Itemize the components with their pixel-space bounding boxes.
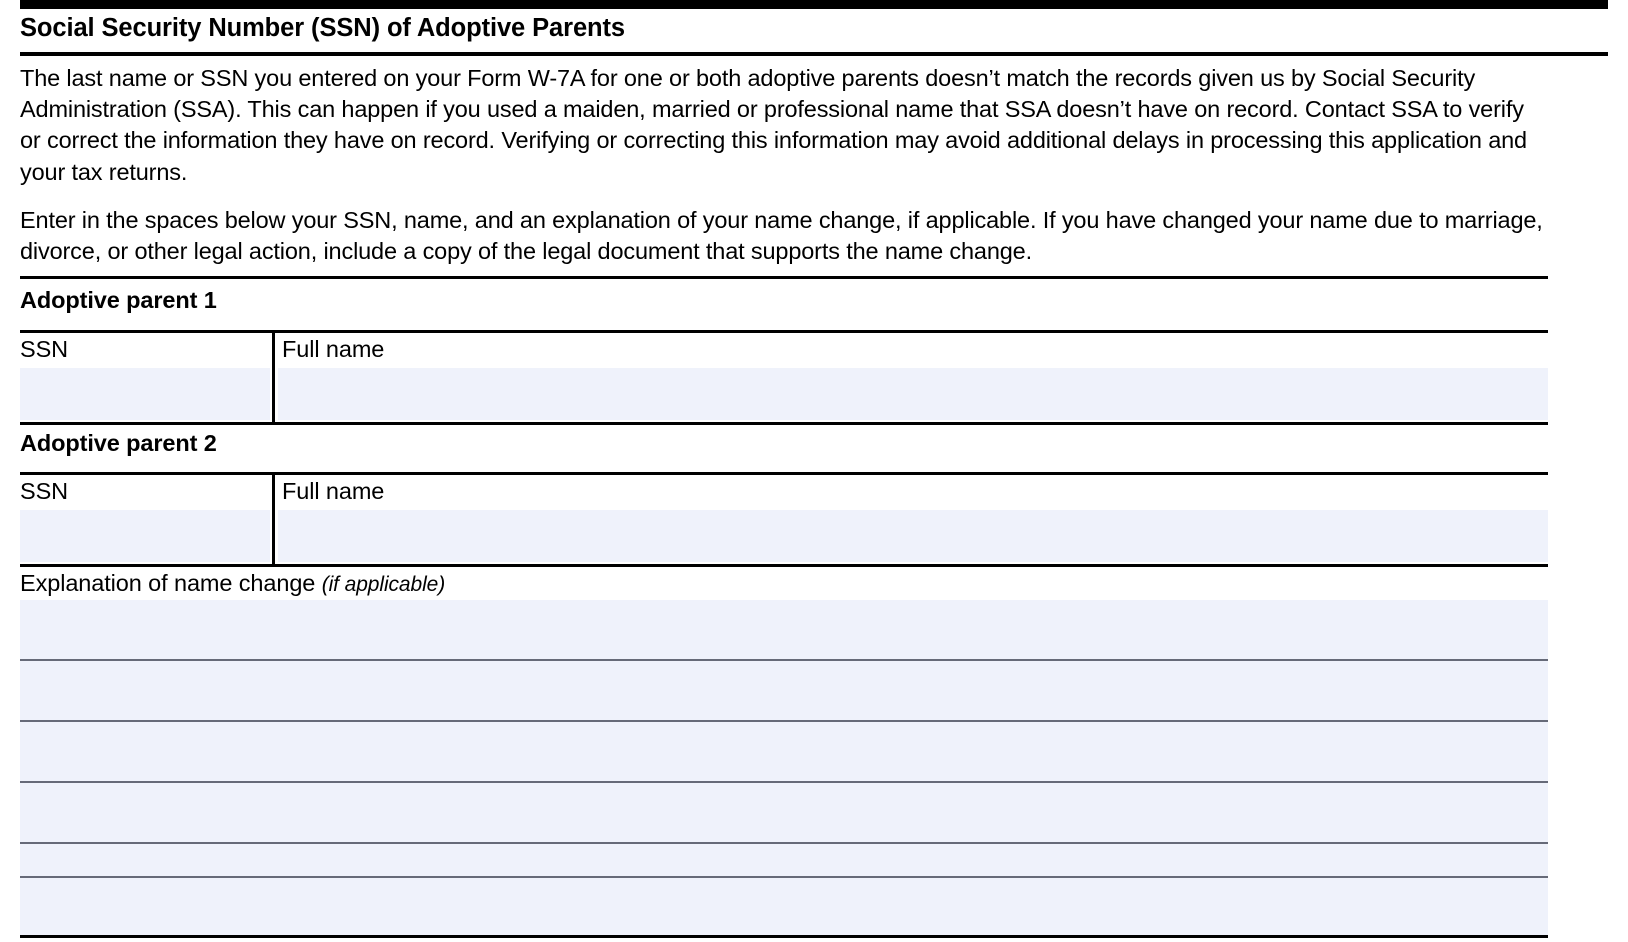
explanation-separator-5	[20, 876, 1548, 878]
label-fullname-parent-2: Full name	[282, 478, 385, 504]
input-ssn-parent-1[interactable]	[20, 368, 270, 420]
label-fullname-parent-1: Full name	[282, 336, 385, 362]
title-underline-rule	[20, 52, 1608, 56]
explanation-section-rule	[20, 564, 1548, 567]
input-fullname-parent-2[interactable]	[278, 510, 1548, 562]
bottom-rule	[20, 935, 1548, 938]
intro-paragraph-1: The last name or SSN you entered on your Form W-7A for one or both adoptive parents doesn’t match the records given us by Social Security Administration (SSA). This can happen if you used a maiden, married or professional name that SSA doesn’t have on record. Contact SSA to verify or correct the information they have on record. Verifying or correcting this information may avoid additional delays in processing this application and your tax returns.	[20, 65, 1527, 185]
input-fullname-parent-1[interactable]	[278, 368, 1548, 420]
label-ssn-parent-2: SSN	[20, 478, 69, 504]
section-rule-parent-2	[20, 422, 1548, 425]
page-title: Social Security Number (SSN) of Adoptive Parents	[20, 14, 625, 42]
explanation-line-2[interactable]	[20, 661, 1548, 720]
column-divider-parent-1	[272, 330, 275, 422]
explanation-line-6[interactable]	[20, 880, 1548, 935]
label-explanation-of-name-change	[20, 569, 445, 599]
column-header-rule-parent-2	[20, 472, 1548, 475]
input-ssn-parent-2[interactable]	[20, 510, 270, 562]
section-rule-parent-1	[20, 276, 1548, 279]
section-heading-adoptive-parent-2: Adoptive parent 2	[20, 430, 217, 456]
section-heading-adoptive-parent-1: Adoptive parent 1	[20, 287, 217, 313]
top-black-bar	[20, 0, 1608, 9]
explanation-line-1[interactable]	[20, 600, 1548, 659]
column-divider-parent-2	[272, 472, 275, 564]
explanation-label-text: Explanation of name change	[20, 570, 316, 596]
intro-paragraph-2: Enter in the spaces below your SSN, name, and an explanation of your name change, if applicable. If you have changed your name due to marriage, divorce, or other legal action, include a copy of the legal document that supports the name change.	[20, 207, 1543, 265]
explanation-line-4[interactable]	[20, 783, 1548, 842]
explanation-line-3[interactable]	[20, 722, 1548, 781]
explanation-label-italic-note: (if applicable)	[321, 573, 446, 596]
label-ssn-parent-1: SSN	[20, 336, 69, 362]
column-header-rule-parent-1	[20, 330, 1548, 333]
